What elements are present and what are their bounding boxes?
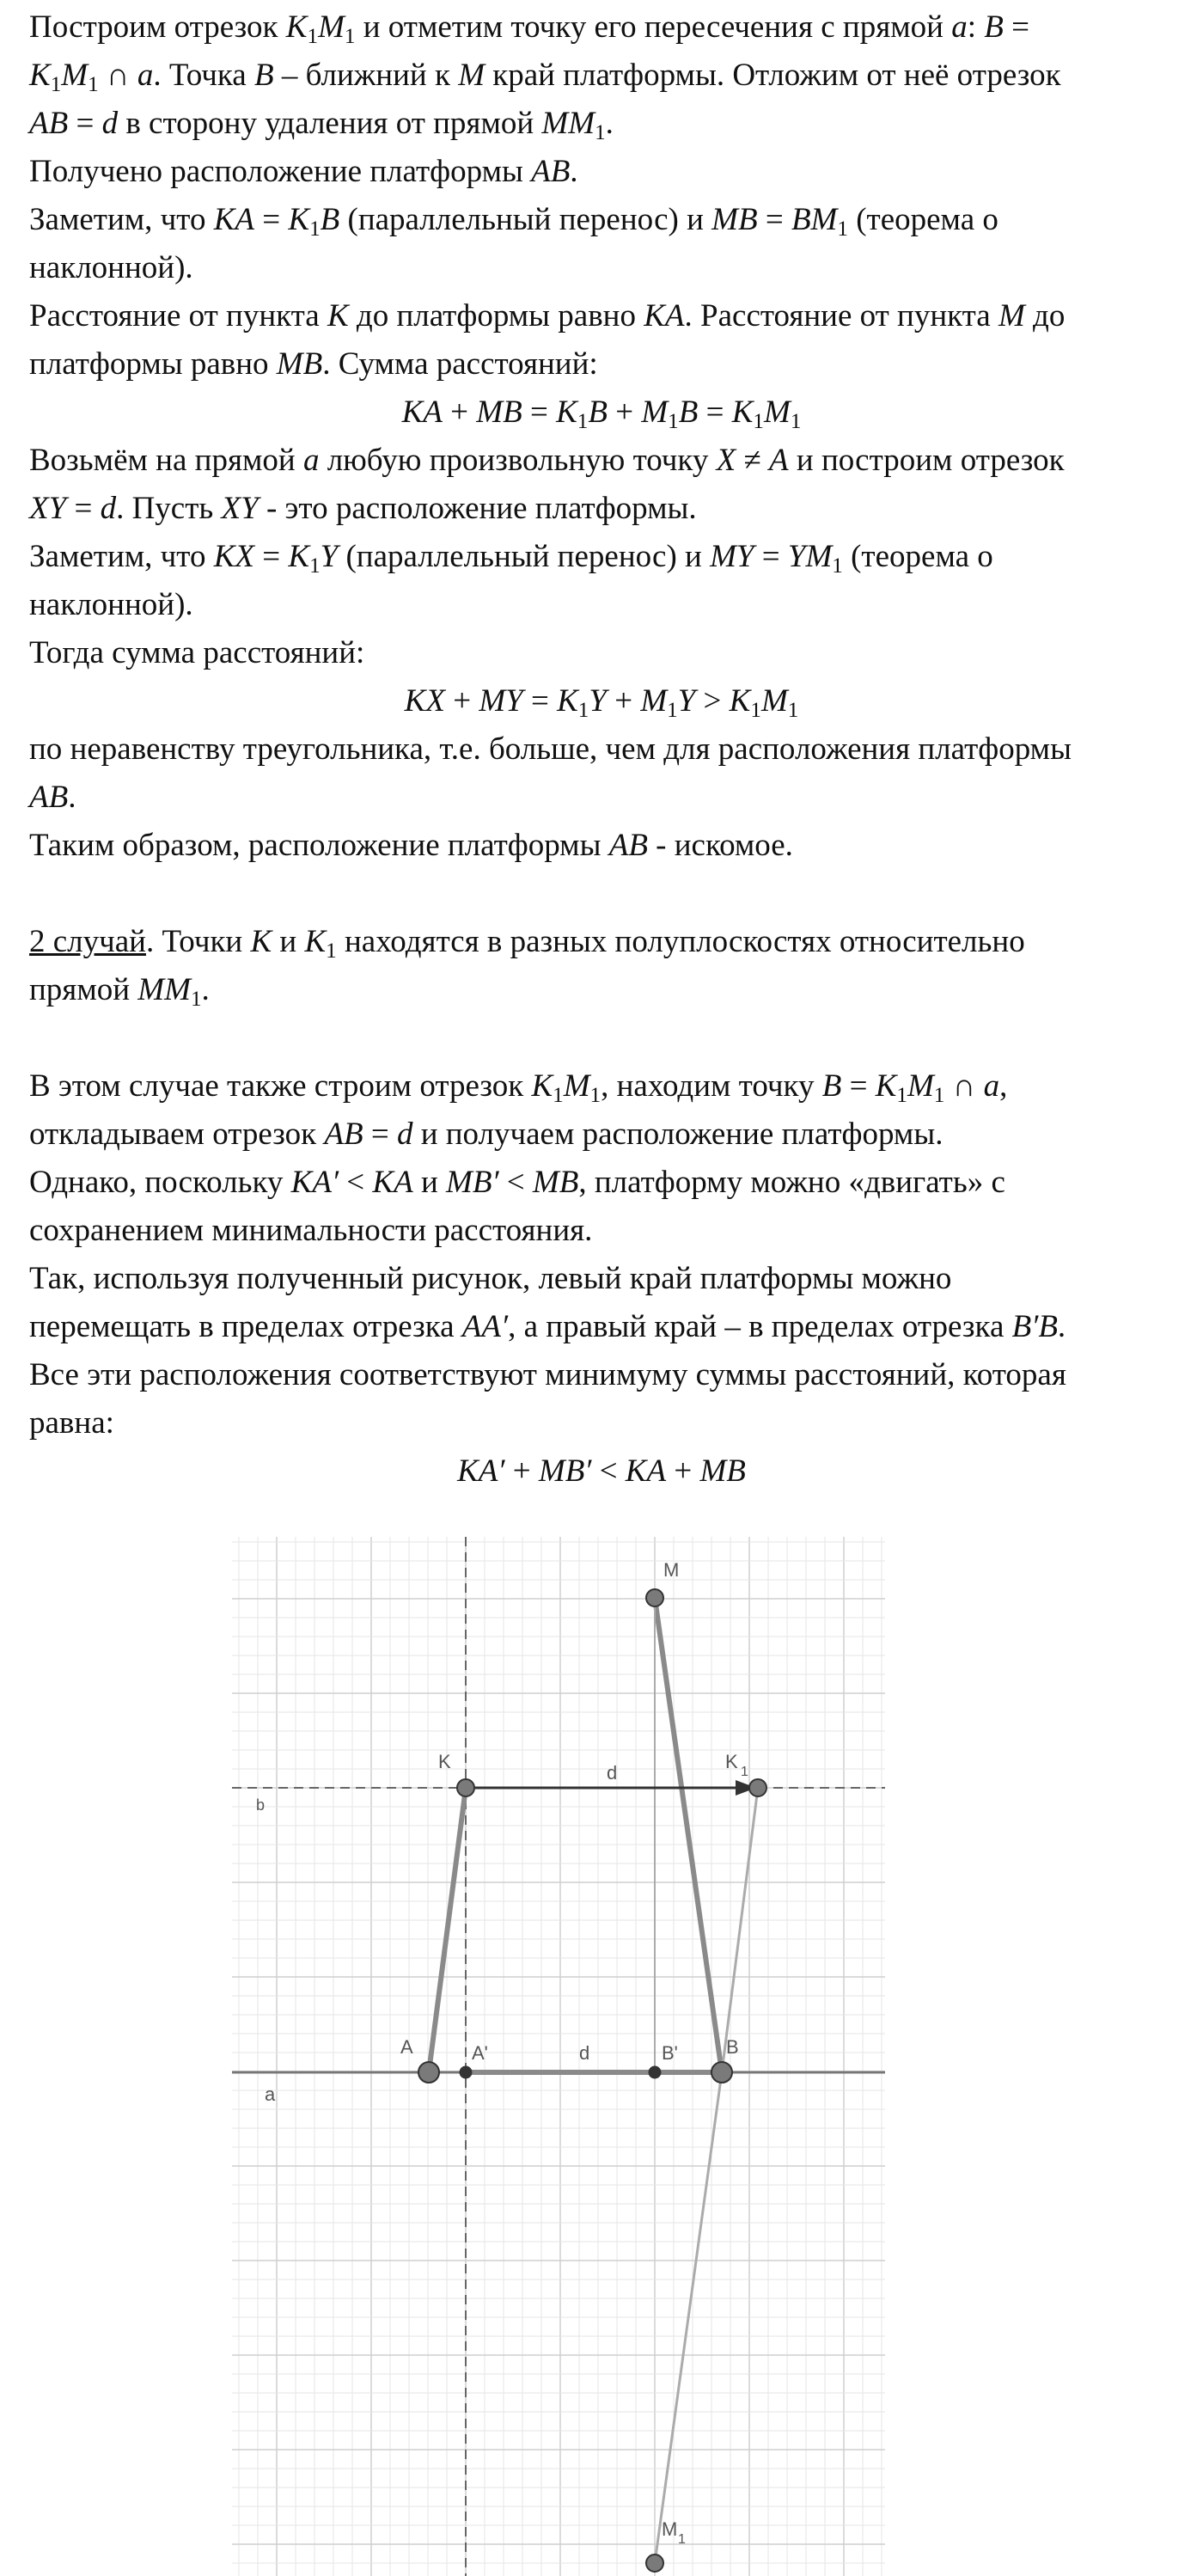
- math-symbol: AB: [531, 154, 571, 189]
- text-run: ∩: [944, 1068, 984, 1104]
- text-run: Заметим, что: [29, 202, 214, 237]
- text-run: .: [201, 972, 210, 1007]
- text-run: перемещать в пределах отрезка: [29, 1309, 462, 1344]
- math-symbol: K: [250, 924, 272, 959]
- text-run: +: [666, 1453, 700, 1489]
- label-b: b: [256, 1796, 266, 1814]
- text-run: любую произвольную точку: [319, 443, 717, 478]
- geometry-diagram: [232, 1537, 894, 2576]
- text-line: [29, 1159, 1181, 1207]
- math-symbol: AB: [29, 106, 69, 141]
- text-run: откладываем отрезок: [29, 1117, 325, 1152]
- math-symbol: K: [285, 9, 308, 45]
- label-m1: M: [662, 2518, 678, 2540]
- math-symbol: Y: [589, 683, 607, 719]
- text-run: +: [442, 395, 477, 430]
- math-symbol: d: [101, 106, 119, 141]
- math-symbol: B′B: [1011, 1309, 1058, 1344]
- formula-line: [0, 1447, 1203, 1496]
- text-run: =: [698, 395, 732, 430]
- math-symbol: M: [763, 395, 791, 430]
- math-subscript: 1: [326, 939, 337, 964]
- text-run: . Расстояние от пункта: [684, 298, 998, 333]
- text-line: [29, 437, 1181, 485]
- text-run: .: [68, 780, 76, 815]
- math-subscript: 1: [88, 73, 99, 97]
- math-symbol: A: [769, 443, 789, 478]
- math-symbol: KX: [404, 683, 445, 719]
- math-symbol: KA: [401, 395, 443, 430]
- text-run: , а правый край – в пределах отрезка: [508, 1309, 1012, 1344]
- text-line: [29, 292, 1181, 340]
- math-symbol: M: [318, 9, 345, 45]
- text-run: =: [254, 539, 289, 574]
- text-run: сохранением минимальности расстояния.: [29, 1213, 593, 1248]
- text-run: и: [272, 924, 305, 959]
- label-b-point: B: [726, 2036, 739, 2058]
- label-a-prime: A': [472, 2042, 488, 2064]
- text-run: =: [522, 395, 557, 430]
- text-run: Тогда сумма расстояний:: [29, 635, 365, 670]
- math-symbol: BM: [791, 202, 838, 237]
- text-run: , платформу можно «двигать» с: [578, 1165, 1005, 1200]
- text-run: :: [967, 9, 985, 45]
- text-line: [29, 533, 1181, 581]
- text-run: =: [363, 1117, 397, 1152]
- text-run: Построим отрезок: [29, 9, 286, 45]
- text-run: +: [504, 1453, 539, 1489]
- text-run: – ближний к: [273, 58, 459, 93]
- math-symbol: K: [288, 202, 310, 237]
- text-run: наклонной).: [29, 250, 193, 285]
- grid: [232, 1537, 885, 2576]
- math-subscript: 1: [190, 988, 202, 1012]
- math-symbol: MB: [711, 202, 758, 237]
- label-b-prime: B': [662, 2042, 678, 2064]
- text-run: - искомое.: [647, 828, 793, 863]
- math-symbol: MB: [276, 346, 323, 382]
- point-m1: [646, 2555, 663, 2572]
- formula-line: [0, 389, 1203, 437]
- text-run: находятся в разных полуплоскостях относительно: [336, 924, 1025, 959]
- math-symbol: KA: [372, 1165, 413, 1200]
- math-symbol: AB: [324, 1117, 363, 1152]
- math-symbol: K: [29, 58, 51, 93]
- text-run: <: [591, 1453, 626, 1489]
- text-run: .: [570, 154, 578, 189]
- math-symbol: Y: [320, 539, 339, 574]
- text-run: =: [1003, 9, 1029, 45]
- math-symbol: XY: [29, 491, 67, 526]
- math-subscript: 1: [790, 410, 802, 434]
- math-symbol: d: [100, 491, 117, 526]
- math-symbol: K: [731, 395, 754, 430]
- math-symbol: M: [563, 1068, 590, 1104]
- math-symbol: K: [288, 539, 310, 574]
- math-symbol: M: [458, 58, 485, 93]
- text-run: - это расположение платформы.: [258, 491, 697, 526]
- case-heading: 2 случай: [29, 924, 146, 959]
- text-run: по неравенству треугольника, т.е. больше, чем для расположения платформы: [29, 731, 1072, 767]
- math-symbol: KA: [644, 298, 685, 333]
- math-symbol: AA′: [461, 1309, 509, 1344]
- label-d-bottom: d: [579, 2042, 590, 2064]
- text-run: <: [498, 1165, 533, 1200]
- text-run: .: [605, 106, 614, 141]
- text-line: [29, 1399, 1181, 1447]
- label-m1-subscript: 1: [678, 2532, 686, 2547]
- text-run: =: [841, 1068, 876, 1104]
- math-symbol: M: [760, 683, 788, 719]
- math-subscript: 1: [577, 410, 589, 434]
- text-line: [29, 725, 1181, 774]
- math-subscript: 1: [837, 217, 848, 242]
- math-symbol: B: [253, 58, 274, 93]
- label-k1: K: [725, 1751, 738, 1772]
- text-line: [29, 1303, 1181, 1351]
- math-symbol: MY: [479, 683, 523, 719]
- math-symbol: a: [137, 58, 154, 93]
- math-subscript: 1: [832, 554, 843, 578]
- math-symbol: d: [396, 1117, 413, 1152]
- math-symbol: MB: [532, 1165, 579, 1200]
- label-a-line: a: [265, 2083, 276, 2105]
- text-run: , находим точку: [601, 1068, 822, 1104]
- math-symbol: MB′: [538, 1453, 592, 1489]
- math-subscript: 1: [787, 699, 799, 723]
- text-line: [29, 244, 1181, 292]
- math-subscript: 1: [309, 217, 321, 242]
- text-run: до: [1024, 298, 1066, 333]
- math-subscript: 1: [896, 1084, 907, 1108]
- math-symbol: MM: [541, 106, 595, 141]
- text-run: в сторону удаления от прямой: [118, 106, 542, 141]
- math-symbol: AB: [608, 828, 648, 863]
- math-symbol: B: [588, 395, 608, 430]
- math-symbol: MB′: [446, 1165, 499, 1200]
- text-run: Однако, поскольку: [29, 1165, 291, 1200]
- text-run: ≠: [736, 443, 770, 478]
- math-symbol: B: [821, 1068, 842, 1104]
- math-symbol: Y: [677, 683, 696, 719]
- text-line: [29, 52, 1181, 100]
- math-symbol: YM: [787, 539, 833, 574]
- text-line: [29, 1255, 1181, 1303]
- text-line: [29, 340, 1181, 389]
- text-run: . Пусть: [116, 491, 222, 526]
- point-k: [457, 1779, 474, 1796]
- math-symbol: MB: [476, 395, 522, 430]
- math-symbol: K: [327, 298, 349, 333]
- point-b: [711, 2062, 732, 2083]
- text-run: =: [66, 491, 101, 526]
- math-symbol: XY: [221, 491, 259, 526]
- text-run: и: [412, 1165, 447, 1200]
- text-run: +: [607, 395, 642, 430]
- math-symbol: M: [61, 58, 89, 93]
- math-subscript: 1: [307, 25, 319, 49]
- math-symbol: KA′: [457, 1453, 505, 1489]
- text-run: ,: [999, 1068, 1008, 1104]
- label-k: K: [438, 1751, 451, 1772]
- math-symbol: KA: [625, 1453, 667, 1489]
- text-line: [29, 100, 1181, 148]
- text-line: [29, 1351, 1181, 1399]
- text-run: +: [606, 683, 641, 719]
- math-symbol: a: [983, 1068, 1000, 1104]
- text-run: =: [754, 539, 788, 574]
- text-run: . Точка: [153, 58, 254, 93]
- text-line: [29, 1062, 1181, 1111]
- math-subscript: 1: [50, 73, 62, 97]
- segment-k1b: [722, 1788, 758, 2072]
- text-run: и построим отрезок: [788, 443, 1065, 478]
- text-run: (теорема о: [842, 539, 993, 574]
- text-run: . Точки: [145, 924, 251, 959]
- point-b-prime: [649, 2066, 661, 2078]
- point-m: [646, 1589, 663, 1606]
- math-symbol: MB: [699, 1453, 746, 1489]
- text-line: [29, 196, 1181, 244]
- math-symbol: B: [984, 9, 1004, 45]
- math-subscript: 1: [753, 410, 764, 434]
- math-symbol: M: [640, 683, 668, 719]
- math-symbol: M: [998, 298, 1025, 333]
- text-run: Заметим, что: [29, 539, 214, 574]
- math-subscript: 1: [667, 699, 678, 723]
- text-line: [29, 629, 1181, 677]
- text-line: [29, 1207, 1181, 1255]
- label-k1-subscript: 1: [741, 1765, 748, 1779]
- math-symbol: a: [951, 9, 968, 45]
- math-subscript: 1: [595, 121, 606, 145]
- math-subscript: 1: [668, 410, 679, 434]
- math-subscript: 1: [577, 699, 589, 723]
- point-a: [418, 2062, 439, 2083]
- math-symbol: B: [320, 202, 340, 237]
- label-d-top: d: [607, 1762, 618, 1784]
- math-symbol: AB: [29, 780, 69, 815]
- text-run: >: [695, 683, 730, 719]
- math-symbol: K: [729, 683, 751, 719]
- math-subscript: 1: [750, 699, 761, 723]
- text-run: край платформы. Отложим от неё отрезок: [485, 58, 1061, 93]
- text-line: [29, 581, 1181, 629]
- text-run: (параллельный перенос) и: [339, 202, 712, 237]
- text-run: .: [1057, 1309, 1066, 1344]
- text-run: +: [444, 683, 479, 719]
- point-k1: [749, 1779, 766, 1796]
- math-symbol: M: [907, 1068, 934, 1104]
- text-run: Так, используя полученный рисунок, левый край платформы можно: [29, 1261, 952, 1296]
- math-symbol: K: [531, 1068, 553, 1104]
- point-a-prime: [460, 2066, 472, 2078]
- math-subscript: 1: [553, 1084, 564, 1108]
- text-run: =: [68, 106, 102, 141]
- text-run: . Сумма расстояний:: [322, 346, 598, 382]
- text-run: равна:: [29, 1405, 114, 1441]
- label-a-point: A: [400, 2036, 413, 2058]
- text-run: до платформы равно: [348, 298, 644, 333]
- text-run: и получаем расположение платформы.: [412, 1117, 943, 1152]
- math-symbol: M: [641, 395, 669, 430]
- math-symbol: K: [875, 1068, 897, 1104]
- text-run: <: [339, 1165, 373, 1200]
- math-symbol: B: [678, 395, 699, 430]
- text-run: и отметим точку его пересечения с прямой: [355, 9, 952, 45]
- text-run: Таким образом, расположение платформы: [29, 828, 609, 863]
- text-line: [29, 966, 1181, 1014]
- text-run: =: [757, 202, 791, 237]
- label-m: M: [663, 1559, 680, 1581]
- math-symbol: KA′: [290, 1165, 339, 1200]
- text-line: [29, 3, 1181, 52]
- math-subscript: 1: [589, 1084, 602, 1108]
- text-run: (теорема о: [847, 202, 998, 237]
- math-symbol: K: [557, 683, 578, 719]
- text-run: платформы равно: [29, 346, 277, 382]
- math-symbol: MY: [710, 539, 754, 574]
- text-run: прямой: [29, 972, 138, 1007]
- math-symbol: KA: [213, 202, 255, 237]
- math-subscript: 1: [344, 25, 356, 49]
- text-line: [29, 1111, 1181, 1159]
- math-symbol: K: [556, 395, 577, 430]
- text-run: Все эти расположения соответствуют минимуму суммы расстояний, которая: [29, 1357, 1066, 1392]
- math-symbol: K: [304, 924, 327, 959]
- text-line: [29, 485, 1181, 533]
- math-symbol: MM: [137, 972, 191, 1007]
- math-symbol: X: [716, 443, 736, 478]
- text-run: =: [254, 202, 289, 237]
- text-run: (параллельный перенос) и: [338, 539, 711, 574]
- text-run: В этом случае также строим отрезок: [29, 1068, 532, 1104]
- math-subscript: 1: [309, 554, 321, 578]
- math-symbol: a: [302, 443, 320, 478]
- text-run: =: [522, 683, 558, 719]
- math-subscript: 1: [933, 1084, 945, 1108]
- text-line: [29, 774, 1181, 822]
- text-run: ∩: [98, 58, 137, 93]
- text-run: Получено расположение платформы: [29, 154, 532, 189]
- text-run: Расстояние от пункта: [29, 298, 327, 333]
- text-line: [29, 918, 1181, 966]
- math-symbol: KX: [213, 539, 255, 574]
- text-line: [29, 148, 1181, 196]
- text-run: Возьмём на прямой: [29, 443, 303, 478]
- text-run: наклонной).: [29, 587, 193, 622]
- formula-line: [0, 677, 1203, 725]
- text-line: [29, 822, 1181, 870]
